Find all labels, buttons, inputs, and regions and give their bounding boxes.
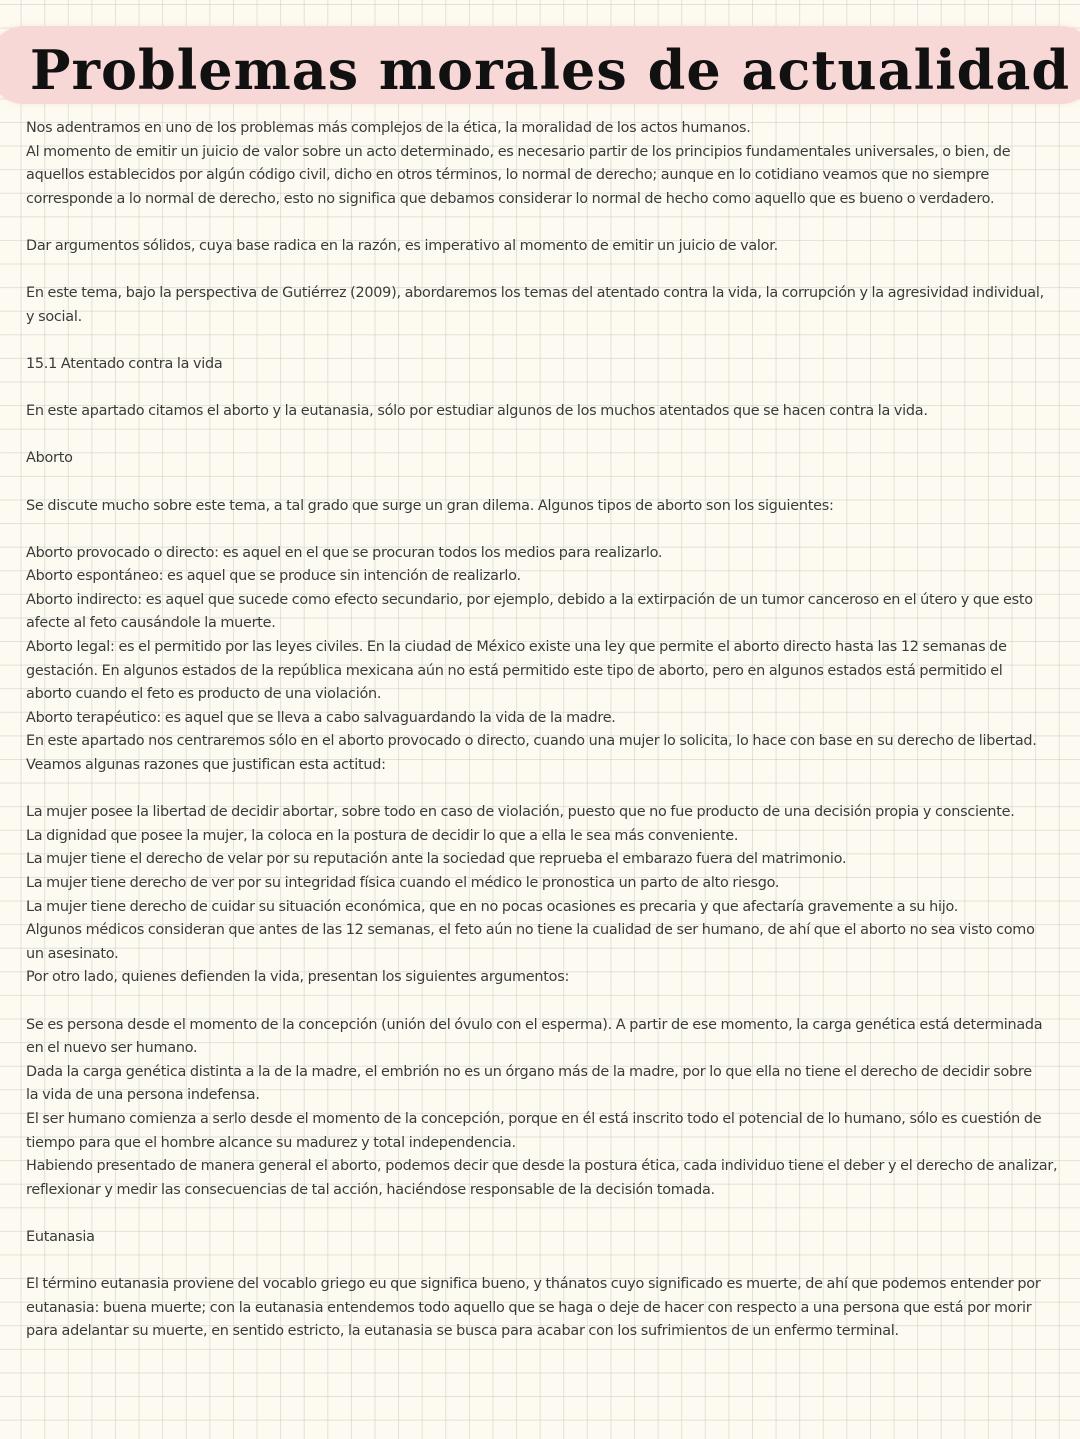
text-line: En este apartado citamos el aborto y la eutanasia, sólo por estudiar algunos de los muchos atentados que se hacen contra la vida. [26,403,928,420]
text-line: corresponde a lo normal de derecho, esto no significa que debamos considerar lo normal de hecho como aquello que es bueno o verdadero. [26,190,995,207]
text-line: y social. [26,308,82,325]
text-line: Se discute mucho sobre este tema, a tal grado que surge un gran dilema. Algunos tipos de aborto son los siguientes: [26,497,834,514]
text-line: La mujer tiene el derecho de velar por su reputación ante la sociedad que reprueba el embarazo fuera del matrimonio. [26,851,847,868]
blank-line [26,424,1054,448]
section-heading: 15.1 Atentado contra la vida [26,355,223,372]
text-line: reflexionar y medir las consecuencias de tal acción, haciéndose responsable de la decisión tomada. [26,1181,715,1198]
text-line: Al momento de emitir un juicio de valor sobre un acto determinado, es necesario partir de los principios fundamentales universales, o bien, de [26,143,1011,160]
text-line: Aborto provocado o directo: es aquel en el que se procuran todos los medios para realizarlo. [26,544,663,561]
text-line: El ser humano comienza a serlo desde el momento de la concepción, porque en él está inscrito todo el potencial de lo humano, sólo es cuestión de [26,1110,1042,1127]
text-line: Nos adentramos en uno de los problemas más complejos de la ética, la moralidad de los actos humanos. [26,120,751,136]
text-line: Aborto terapéutico: es aquel que se lleva a cabo salvaguardando la vida de la madre. [26,709,616,726]
text-line: gestación. En algunos estados de la república mexicana aún no está permitido este tipo de aborto, pero en algunos estados está permitido el [26,662,1003,679]
text-line: Veamos algunas razones que justifican esta actitud: [26,757,386,774]
text-line: Aborto espontáneo: es aquel que se produce sin intención de realizarlo. [26,568,521,585]
text-line: Algunos médicos consideran que antes de las 12 semanas, el feto aún no tiene la cualidad de ser humano, de ahí que el aborto no sea visto como [26,922,1035,939]
text-line: en el nuevo ser humano. [26,1040,198,1057]
text-line: La mujer posee la libertad de decidir abortar, sobre todo en caso de violación, puesto que no fue producto de una decisión propia y consciente. [26,804,1015,821]
text-line: La mujer tiene derecho de ver por su integridad física cuando el médico le pronostica un parto de alto riesgo. [26,875,780,891]
text-line: Por otro lado, quienes defienden la vida, presentan los siguientes argumentos: [26,969,570,986]
text-line: Dar argumentos sólidos, cuya base radica en la razón, es imperativo al momento de emitir un juicio de valor. [26,237,778,254]
text-line: En este apartado nos centraremos sólo en el aborto provocado o directo, cuando una mujer lo solicita, lo hace con base en su derecho de libertad. [26,733,1037,750]
blank-line [26,518,1054,542]
text-line: un asesinato. [26,945,119,962]
text-line: aquellos establecidos por algún código civil, dicho en otros términos, lo normal de derecho; aunque en lo cotidiano veamos que no siempre [26,167,990,184]
text-line: la vida de una persona indefensa. [26,1087,260,1104]
text-line: La mujer tiene derecho de cuidar su situación económica, que en no pocas ocasiones es precaria y que afectaría gravemente a su hijo. [26,898,959,915]
blank-line [26,1250,1054,1274]
text-line: tiempo para que el hombre alcance su madurez y total independencia. [26,1134,516,1151]
text-line: afecte al feto causándole la muerte. [26,615,276,632]
text-line: aborto cuando el feto es producto de una violación. [26,686,382,703]
text-line: La dignidad que posee la mujer, la coloca en la postura de decidir lo que a ella le sea más conveniente. [26,827,739,844]
page-title: Problemas morales de actualidad [29,38,1071,102]
blank-line [26,377,1054,401]
notes-body [26,117,1058,1344]
blank-line [26,990,1054,1014]
text-line: para adelantar su muerte, en sentido estricto, la eutanasia se busca para acabar con los sufrimientos de un enfermo terminal. [26,1323,899,1340]
text-line: Aborto legal: es el permitido por las leyes civiles. En la ciudad de México existe una ley que permite el aborto directo hasta las 12 semanas de [26,639,1007,656]
subsection-heading: Eutanasia [26,1228,95,1245]
blank-line [26,1202,1054,1226]
text-line: El término eutanasia proviene del vocablo griego eu que significa bueno, y thánatos cuyo significado es muerte, de ahí que podemos entender por [26,1276,1041,1293]
blank-line [26,259,1054,283]
text-line: En este tema, bajo la perspectiva de Gutiérrez (2009), abordaremos los temas del atentado contra la vida, la corrupción y la agresividad individual, [26,285,1044,302]
text-line: Dada la carga genética distinta a la de la madre, el embrión no es un órgano más de la madre, por lo que ella no tiene el derecho de decidir sobre [26,1063,1032,1080]
blank-line [26,329,1054,353]
subsection-heading: Aborto [26,450,73,467]
text-line: Habiendo presentado de manera general el aborto, podemos decir que desde la postura ética, cada individuo tiene el deber y el derecho de analizar, [26,1158,1058,1175]
blank-line [26,211,1054,235]
text-line: Aborto indirecto: es aquel que sucede como efecto secundario, por ejemplo, debido a la extirpación de un tumor canceroso en el útero y que esto [26,591,1033,608]
text-line: eutanasia: buena muerte; con la eutanasia entendemos todo aquello que se haga o deje de hacer con respecto a una persona que está por morir [26,1299,1032,1316]
blank-line [26,778,1054,802]
blank-line [26,471,1054,495]
text-line: Se es persona desde el momento de la concepción (unión del óvulo con el esperma). A partir de ese momento, la carga genética está determinada [26,1016,1043,1033]
